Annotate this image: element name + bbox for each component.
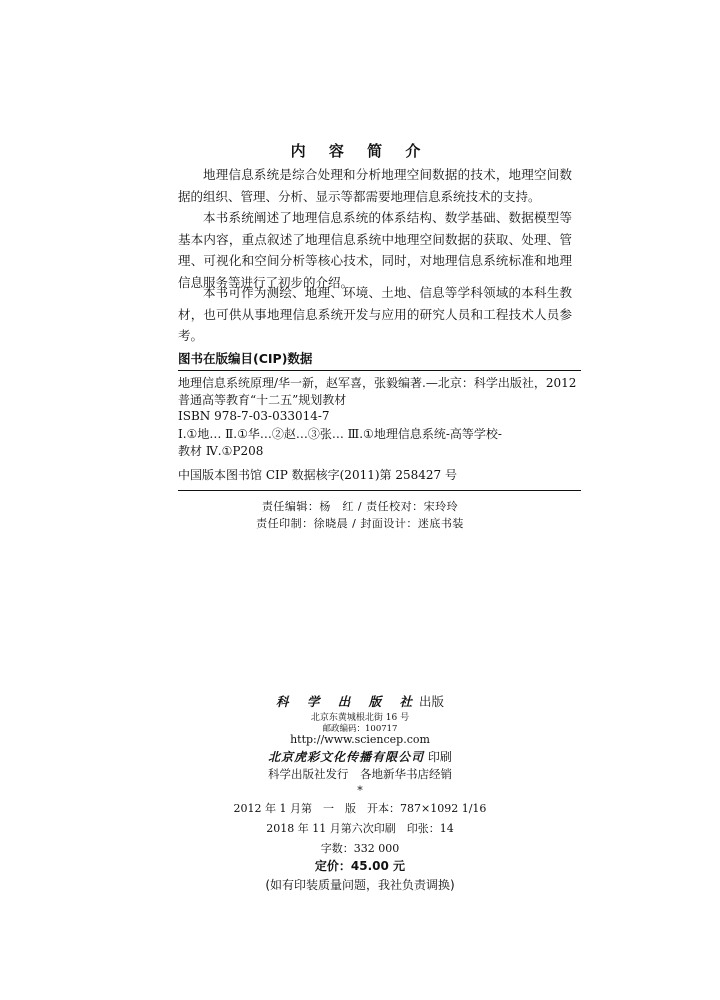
summary-title: 内 容 简 介 bbox=[290, 142, 430, 160]
printer-line bbox=[0, 748, 720, 765]
publisher-postcode: 邮政编码：100717 bbox=[322, 724, 398, 734]
separator-star: * bbox=[357, 784, 363, 797]
publisher-suffix: 出版 bbox=[418, 694, 444, 709]
cip-classification-block bbox=[178, 426, 578, 459]
cip-isbn-line: ISBN 978-7-03-033014-7 bbox=[178, 409, 330, 423]
cip-classification-line-2: 教材 Ⅳ.①P208 bbox=[178, 443, 264, 458]
cip-bibliographic-block bbox=[178, 375, 578, 425]
quality-notice: (如有印装质量问题，我社负责调换) bbox=[265, 878, 455, 892]
cip-classification-line-1: Ⅰ.①地… Ⅱ.①华…②赵…③张… Ⅲ.①地理信息系统-高等学校- bbox=[178, 427, 502, 441]
cip-top-rule bbox=[178, 370, 581, 371]
summary-paragraph-2: 本书系统阐述了地理信息系统的体系结构、数学基础、数据模型等基本内容，重点叙述了地理信息系统中地理空间数据的获取、处理、管理、可视化和空间分析等核心技术，同时，对地理信息系统标准和地理信息服务等进行了初步的介绍。 bbox=[178, 210, 572, 290]
word-count: 字数：332 000 bbox=[320, 842, 400, 855]
printer-suffix: 印刷 bbox=[427, 750, 452, 764]
cip-title-line: 地理信息系统原理/华一新，赵军喜，张毅编著.—北京：科学出版社，2012 bbox=[178, 376, 577, 390]
publisher-address: 北京东黄城根北街 16 号 bbox=[310, 713, 410, 723]
cip-series-line: 普通高等教育“十二五”规划教材 bbox=[178, 392, 347, 407]
price: 定价：45.00 元 bbox=[314, 859, 406, 873]
edition-line: 2012 年 1 月第 一 版 开本：787×1092 1/16 bbox=[233, 802, 487, 815]
publisher-url: http://www.sciencep.com bbox=[290, 733, 430, 746]
publisher-logo: 科 学 出 版 社 bbox=[276, 694, 419, 709]
summary-paragraph-1: 地理信息系统是综合处理和分析地理空间数据的技术，地理空间数据的组织、管理、分析、显示等都需要地理信息系统技术的支持。 bbox=[178, 167, 572, 204]
cip-heading: 图书在版编目(CIP)数据 bbox=[178, 351, 313, 366]
cip-bottom-rule bbox=[178, 490, 581, 491]
publisher-line bbox=[0, 692, 720, 710]
printer-logo: 北京虎彩文化传播有限公司 bbox=[268, 750, 425, 764]
summary-paragraph-3: 本书可作为测绘、地理、环境、土地、信息等学科领域的本科生教材，也可供从事地理信息系统开发与应用的研究人员和工程技术人员参考。 bbox=[178, 285, 572, 343]
printing-line: 2018 年 11 月第六次印刷 印张：14 bbox=[266, 822, 454, 835]
cip-record-number: 中国版本图书馆 CIP 数据核字(2011)第 258427 号 bbox=[178, 468, 457, 482]
credits-editor-line: 责任编辑：杨 红 / 责任校对：宋玲玲 bbox=[261, 500, 459, 513]
credits-print-line: 责任印制：徐晓晨 / 封面设计：迷底书装 bbox=[256, 517, 464, 530]
distribution-line: 科学出版社发行 各地新华书店经销 bbox=[268, 767, 452, 781]
